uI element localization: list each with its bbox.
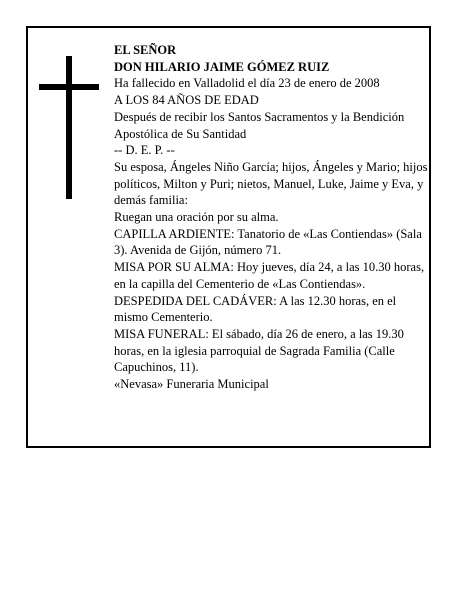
rip-line: -- D. E. P. -- — [114, 143, 175, 158]
capilla-ardiente: CAPILLA ARDIENTE: Tanatorio de «Las Contiendas» (Sala 3). Avenida de Gijón, número 71. — [114, 226, 422, 258]
obituary-notice — [26, 26, 431, 448]
prayer-request: Ruegan una oración por su alma. — [114, 210, 279, 225]
cross-horizontal-bar — [39, 84, 99, 90]
deceased-name: DON HILARIO JAIME GÓMEZ RUIZ — [114, 59, 330, 74]
family-line: Su esposa, Ángeles Niño García; hijos, Ángeles y Mario; hijos políticos, Milton y Puri; nietos, Manuel, Luke, Jaime y Eva, y demás familia: — [114, 159, 428, 208]
sacraments-line: Después de recibir los Santos Sacramentos y la Bendición Apostólica de Su Santidad — [114, 109, 405, 141]
funeraria-line: «Nevasa» Funeraria Municipal — [114, 377, 269, 392]
obituary-text — [114, 42, 432, 393]
despedida-cadaver: DESPEDIDA DEL CADÁVER: A las 12.30 horas, en el mismo Cementerio. — [114, 293, 397, 325]
cross-vertical-bar — [66, 56, 72, 199]
misa-por-su-alma: MISA POR SU ALMA: Hoy jueves, día 24, a las 10.30 horas, en la capilla del Cementerio de «Las Contiendas». — [114, 260, 425, 291]
age-line: A LOS 84 AÑOS DE EDAD — [114, 93, 259, 108]
title-line: EL SEÑOR — [114, 43, 177, 57]
misa-funeral: MISA FUNERAL: El sábado, día 26 de enero, a las 19.30 horas, en la iglesia parroquial de Sagrada Familia (Calle Capuchinos, 11). — [114, 326, 404, 375]
death-info: Ha fallecido en Valladolid el día 23 de enero de 2008 — [114, 76, 380, 91]
